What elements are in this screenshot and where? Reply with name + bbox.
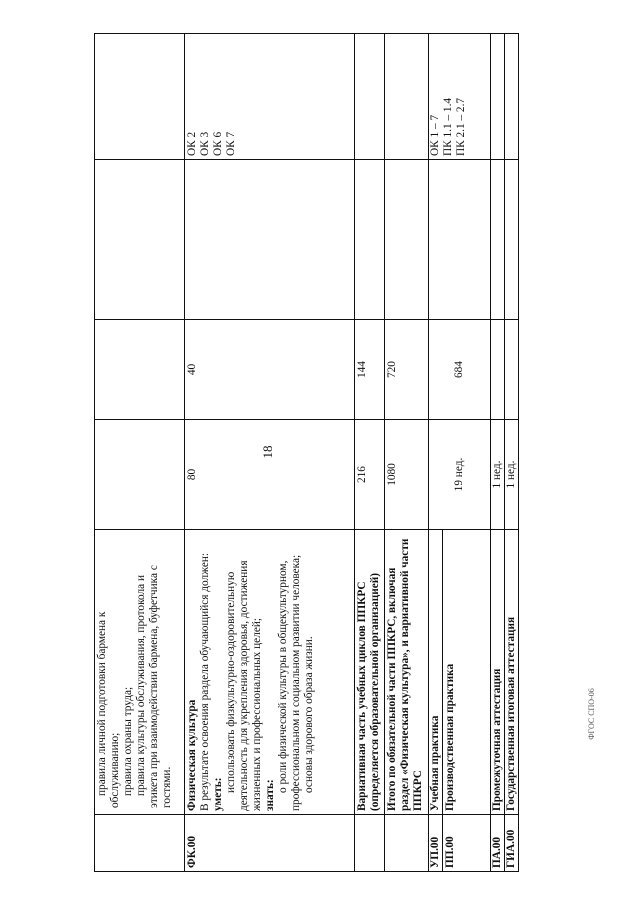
practice-weeks: 19 нед. <box>429 420 491 530</box>
discipline-cell-empty <box>95 160 185 320</box>
discipline-cell-empty <box>385 160 429 320</box>
code-cell-empty <box>95 815 185 872</box>
competency-cell-empty <box>385 34 429 160</box>
pp-name: Производственная практика <box>443 530 491 815</box>
pa-code: ПА.00 <box>491 815 505 872</box>
table-row-up <box>429 34 443 872</box>
table-row-fk <box>185 34 355 872</box>
pa-weeks: 1 нед. <box>491 420 505 530</box>
competency-item: ОК 2 <box>186 131 198 156</box>
table-row-pa <box>491 34 505 872</box>
variable-hours-req: 144 <box>355 320 385 420</box>
competency-cell-empty <box>491 34 505 160</box>
hours-cell-empty <box>95 420 185 530</box>
rotated-table-area <box>94 34 580 872</box>
hours-cell-empty <box>505 320 519 420</box>
continuation-line: этикета при взаимодействии бармена, буфетчика с <box>148 565 160 808</box>
continuation-line: правила культуры обслуживания, протокола и <box>135 574 147 796</box>
fk-znat-text2: основы здорового образа жизни. <box>303 636 315 793</box>
up-code: УП.00 <box>429 815 443 872</box>
continuation-line: правила охраны труда; <box>122 686 134 796</box>
fk-hours-req: 40 <box>185 320 355 420</box>
code-cell-empty <box>385 815 429 872</box>
practice-competencies <box>429 34 491 160</box>
continuation-line: гостями. <box>161 766 173 808</box>
practice-hours-req: 684 <box>429 320 491 420</box>
fk-umet-text: использовать физкультурно-оздоровительную деятельность для укрепления здоровья, достижения жизненных и профессиональных целей; <box>225 560 263 811</box>
competency-item: ОК 1 – 7 <box>429 114 441 156</box>
total-title: Итого по обязательной части ППКРС, включая раздел «Физическая культура», и вариативной части ППКРС <box>385 530 429 815</box>
competency-item: ПК 2.1 – 2.7 <box>455 97 467 156</box>
discipline-cell-empty <box>491 160 505 320</box>
total-hours-req: 720 <box>385 320 429 420</box>
curriculum-sheet <box>94 34 580 872</box>
page-number: 18 <box>260 445 275 459</box>
variable-hours-max: 216 <box>355 420 385 530</box>
discipline-cell-empty <box>355 160 385 320</box>
fk-title: Физическая культура <box>186 699 198 811</box>
gia-weeks: 1 нед. <box>505 420 519 530</box>
curriculum-table <box>94 33 519 872</box>
code-cell-empty <box>355 815 385 872</box>
pp-code: ПП.00 <box>443 815 491 872</box>
total-hours-max: 1080 <box>385 420 429 530</box>
fk-code: ФК.00 <box>185 815 355 872</box>
competency-item: ОК 7 <box>225 131 237 156</box>
gia-name: Государственная итоговая аттестация <box>505 530 519 815</box>
continuation-text <box>95 530 185 815</box>
competency-item: ОК 3 <box>199 131 211 156</box>
pa-name: Промежуточная аттестация <box>491 530 505 815</box>
fk-description <box>185 530 355 815</box>
table-row-continuation <box>95 34 185 872</box>
competency-cell-empty <box>355 34 385 160</box>
fk-znat-label: знать: <box>264 779 276 811</box>
fk-hours-max: 80 <box>185 420 355 530</box>
fk-competencies <box>185 34 355 160</box>
continuation-line: обслуживанию; <box>109 732 121 808</box>
table-row-variable <box>355 34 385 872</box>
table-row-total <box>385 34 429 872</box>
competency-item: ПК 1.1 – 1.4 <box>442 97 454 156</box>
gia-code: ГИА.00 <box>505 815 519 872</box>
hours-cell-empty <box>95 320 185 420</box>
competency-item: ОК 6 <box>212 131 224 156</box>
table-row-gia <box>505 34 519 872</box>
competency-cell-empty <box>505 34 519 160</box>
footer-mark: ФГОС СПО-06 <box>587 688 596 740</box>
fk-intro: В результате освоения раздела обучающийся должен: <box>199 552 211 811</box>
fk-znat-text1: о роли физической культуры в общекультурном, профессиональном и социальном развитии человека; <box>277 554 302 811</box>
continuation-line: правила личной подготовки бармена к <box>96 611 108 796</box>
discipline-cell-empty <box>429 160 491 320</box>
fk-discipline-empty <box>185 160 355 320</box>
fk-umet-label: уметь: <box>212 777 224 811</box>
variable-title: Вариативная часть учебных циклов ППКРС (определяется образовательной организацией) <box>355 530 385 815</box>
competency-cell-empty <box>95 34 185 160</box>
up-name: Учебная практика <box>429 530 443 815</box>
discipline-cell-empty <box>505 160 519 320</box>
hours-cell-empty <box>491 320 505 420</box>
